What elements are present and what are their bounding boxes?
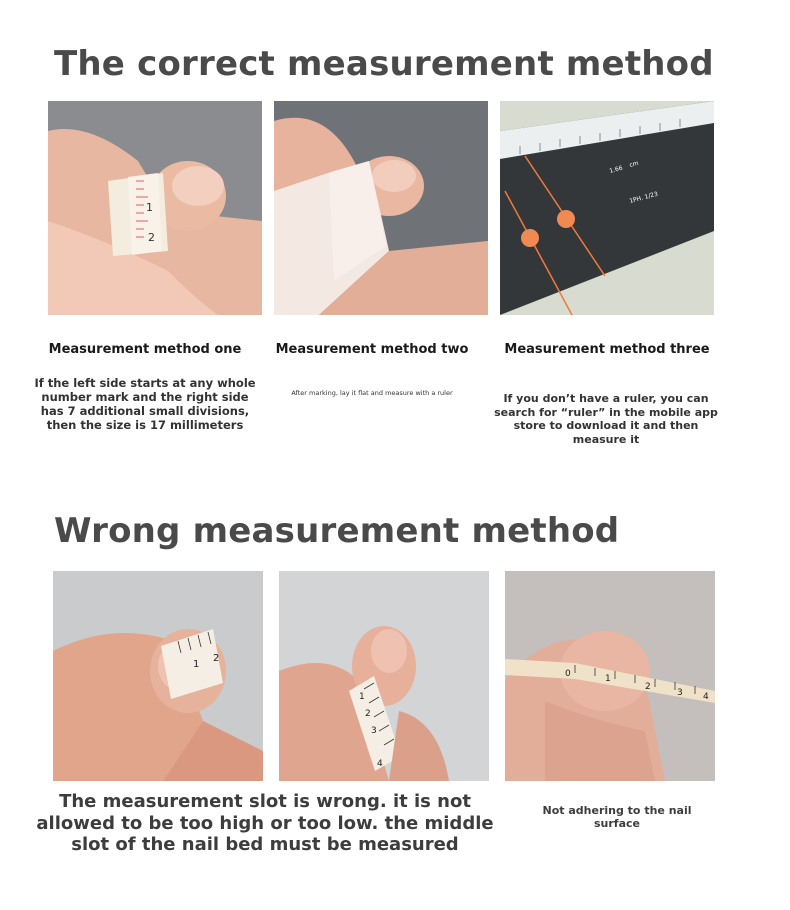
tape-digit: 3 — [677, 688, 683, 698]
tape-digit: 4 — [377, 759, 383, 769]
wrong-slot-caption: The measurement slot is wrong. it is not allowed to be too high or too low. the middle slot of the nail bed must be measured — [36, 791, 494, 855]
tape-digit: 1 — [605, 674, 611, 684]
photo-method-three — [500, 101, 714, 315]
not-adhering-caption: Not adhering to the nail surface — [542, 804, 692, 830]
method-two-description: After marking, lay it flat and measure with a ruler — [291, 389, 453, 397]
photo-wrong-one — [53, 571, 263, 781]
method-three-label: Measurement method three — [504, 342, 710, 357]
method-one-label: Measurement method one — [48, 342, 242, 357]
tape-digit: 2 — [148, 231, 155, 244]
tape-digit: 2 — [213, 653, 220, 664]
tape-digit: 0 — [565, 669, 571, 679]
tape-digit: 3 — [371, 726, 377, 736]
tape-digit: 1 — [193, 659, 200, 670]
method-one-description: If the left side starts at any whole number mark and the right side has 7 additional small divisions, then the size is 17 millimeters — [34, 376, 256, 432]
photo-method-two — [274, 101, 488, 315]
method-two-label: Measurement method two — [275, 342, 469, 357]
method-three-description: If you don’t have a ruler, you can search for “ruler” in the mobile app store to download it and then measure it — [494, 392, 718, 446]
tape-digit: 4 — [703, 692, 709, 702]
correct-method-title: The correct measurement method — [54, 44, 714, 84]
tape-digit: 2 — [365, 709, 371, 719]
tape-digit: 1 — [146, 201, 153, 214]
wrong-method-title: Wrong measurement method — [54, 511, 620, 551]
tape-digit: 1 — [359, 692, 365, 702]
photo-method-one — [48, 101, 262, 315]
app-readout: 1.66 — [608, 164, 624, 175]
tape-digit: 2 — [645, 682, 651, 692]
photo-wrong-three — [505, 571, 715, 781]
photo-wrong-two — [279, 571, 489, 781]
app-readout: cm — [628, 159, 640, 169]
app-readout: 1PH. 1/23 — [628, 190, 659, 205]
